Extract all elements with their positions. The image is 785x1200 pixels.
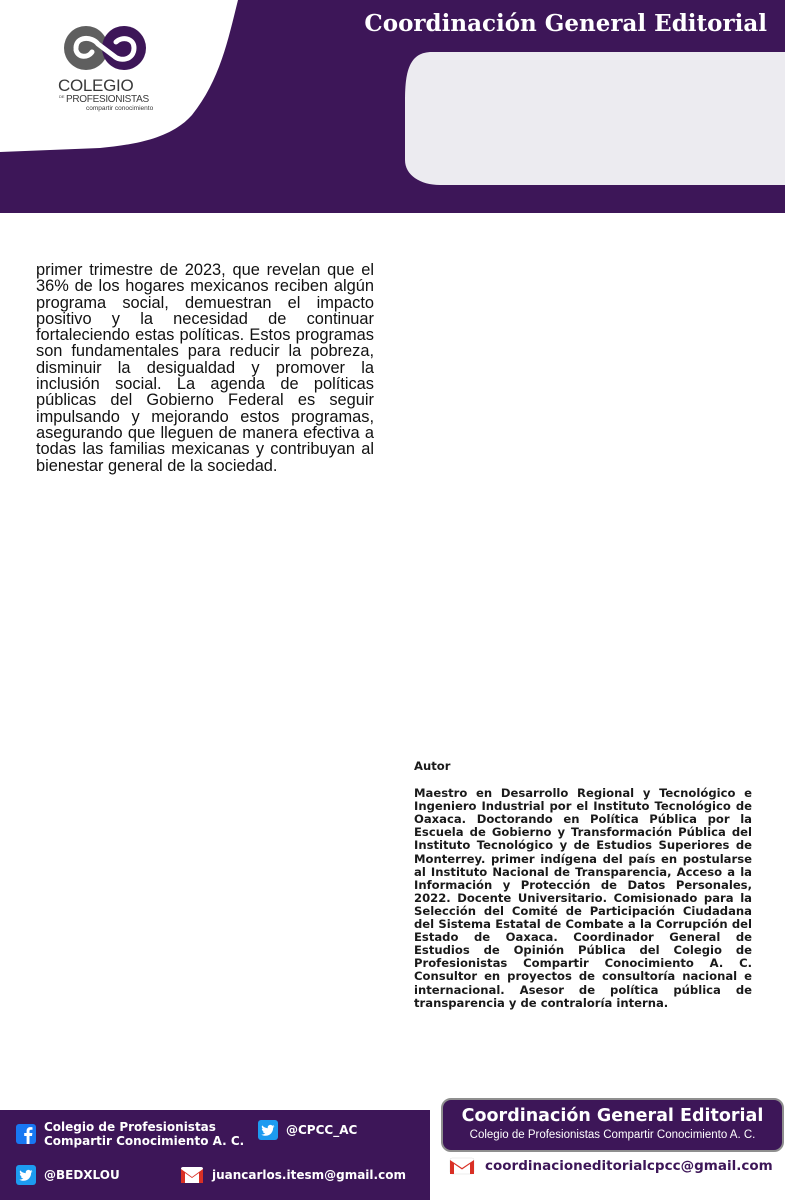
article-text: primer trimestre de 2023, que revelan que el 36% de los hogares mexicanos reciben algún programa social, demuestran el impacto positivo y la necesidad de continuar fortaleciendo estas políticas. Estos programas son fundamentales para reducir la pobreza, disminuir la desigualdad y promover la inclusión social. La agenda de políticas públicas del Gobierno Federal es seguir impulsando y mejorando estos programas, asegurando que lleguen de manera efectiva a todas las familias mexicanas y contribuyan al bienestar general de la sociedad.: [36, 261, 374, 475]
editorial-box: [441, 1098, 784, 1152]
facebook-icon: [16, 1124, 36, 1144]
twitter-author-link[interactable]: [16, 1165, 120, 1185]
mail-icon: [180, 1165, 204, 1185]
editorial-email-link[interactable]: [449, 1156, 773, 1176]
logo-tagline: compartir conocimiento: [86, 105, 154, 112]
facebook-text: [44, 1120, 244, 1148]
twitter-author-handle: @BEDXLOU: [44, 1168, 120, 1182]
author-email-link[interactable]: [180, 1165, 406, 1185]
logo-de: DE: [59, 94, 65, 99]
logo-name: COLEGIO: [58, 76, 134, 95]
header-title: Coordinación General Editorial: [364, 10, 767, 37]
twitter-org-link[interactable]: [258, 1120, 357, 1140]
editorial-email: coordinacioneditorialcpcc@gmail.com: [485, 1158, 773, 1174]
mail-icon: [449, 1156, 475, 1176]
author-label: Autor: [414, 759, 451, 773]
facebook-line2: Compartir Conocimiento A. C.: [44, 1134, 245, 1148]
editorial-box-subtitle: Colegio de Profesionistas Compartir Conocimiento A. C.: [469, 1129, 756, 1141]
editorial-box-title: Coordinación General Editorial: [461, 1106, 764, 1126]
author-section: [414, 760, 752, 1010]
twitter-icon: [258, 1120, 278, 1140]
twitter-org-handle: @CPCC_AC: [286, 1123, 358, 1137]
logo-subname: PROFESIONISTAS: [66, 94, 149, 105]
author-bio: Maestro en Desarrollo Regional y Tecnológico e Ingeniero Industrial por el Instituto Tecnológico de Oaxaca. Doctorando en Política Pública por la Escuela de Gobierno y Transformación Pública del Instituto Tecnológico y de Estudios Superiores de Monterrey. primer indígena del país en postularse al Instituto Nacional de Transparencia, Acceso a la Información y Protección de Datos Personales, 2022. Docente Universitario. Comisionado para la Selección del Comité de Participación Ciudadana del Sistema Estatal de Combate a la Corrupción del Estado de Oaxaca. Coordinador General de Estudios de Opinión Pública del Colegio de Profesionistas Compartir Conocimiento A. C. Consultor en proyectos de consultoría nacional e internacional. Asesor de política pública de transparencia y de contraloría interna.: [414, 786, 752, 1010]
logo: [56, 22, 156, 118]
facebook-link[interactable]: [16, 1120, 244, 1148]
facebook-line1: Colegio de Profesionistas: [44, 1120, 216, 1134]
author-email: juancarlos.itesm@gmail.com: [212, 1168, 406, 1182]
logo-mark-icon: [62, 22, 150, 74]
twitter-icon: [16, 1165, 36, 1185]
